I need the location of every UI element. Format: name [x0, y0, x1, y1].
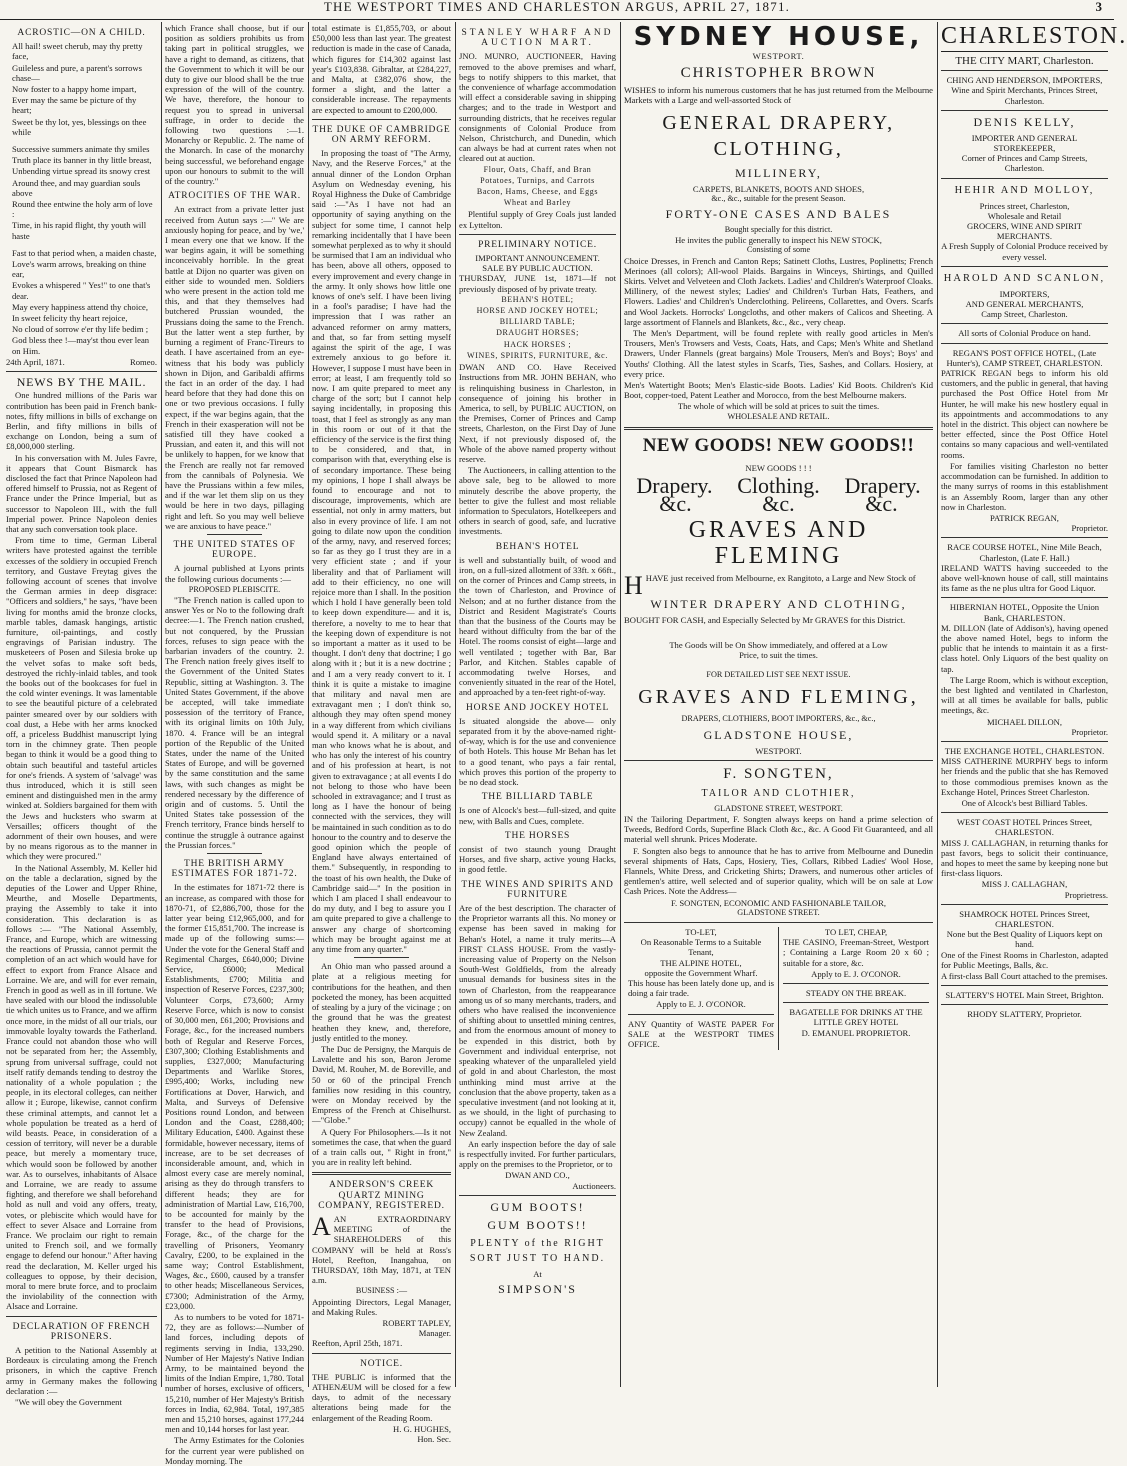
column-2 [165, 23, 304, 1466]
list-item: Truth place its banner in thy little breast, [12, 155, 152, 166]
ad-heading: GRAVES AND FLEMING, [638, 686, 919, 709]
ad-body: Is situated alongside the above— only separated from it by the above-named right-of-way, which is for the use and convenience of both Hotels. This house Mr Behan has let to a good tenant, who pays a fair rental, which proves this portion of the property to be no dead stock. [459, 715, 616, 788]
goods-list [459, 165, 616, 209]
ad-line: CARPETS, BLANKETS, BOOTS AND SHOES, [692, 183, 865, 194]
poem-date: 24th April, 1871. Romeo. [6, 356, 157, 367]
article-heading: THE DUKE OF CAMBRIDGE ON ARMY REFORM. [312, 124, 451, 146]
ad-line: Price, to suit the times. [739, 649, 818, 660]
ad-line: A Fresh Supply of Colonial Produce received by every vessel. [941, 241, 1108, 262]
ad-line: The whole of which will be sold at prices to suit the times. [677, 401, 880, 412]
ad-heading: THE CITY MART, Charleston. [955, 55, 1094, 67]
list-item: In sweet felicity thy heart rejoice, [12, 313, 128, 324]
charleston-heading: CHARLESTON. [941, 23, 1108, 52]
ad-line: WESTPORT. [755, 745, 802, 756]
article-paragraph: From time to time, German Liberal writers have protested against the terrible excesses of the soldiery in occupied French territory, and Gustave Freytag gives the following account of scenes that involve the German armies in deep disgrace: "Officers and soldiers," he says, "have been living for months amid the bronze clocks, marble tables, damask hangings, artistic furniture, oil-paintings, and costly engravings of Parisian industry. The musketeers of Posen and Silesia broke up the velvet sofas to make soft beds, destroyed the richly-inlaid tables, and took the books out of the bookcases for fuel in the cold winter evenings. It was lamentable to see the beautiful picture of a celebrated painter smeared over by our soldiers with coal dust, a Hebe with her arms knocked off, a priceless Buddhist manuscript lying torn in the chimney grate. Then people began to think it would be a good thing to obtain such beautiful and tasteful articles for one's friends. A system of 'salvage' was thus introduced, which it is still seen eminent and distinguished men in the army winked at. Soldiers bargained for them with the Jews and hucksters who swarm at Versailles; officers thought of the adornment of their own houses, and were by no means rigorous as to the manner in which they were procured." [6, 535, 157, 862]
ad-line: IMPORTERS, [999, 288, 1050, 299]
ad-line: BUSINESS :— [355, 1286, 408, 1296]
ad-body: F. Songten also begs to announce that he has to arrive from Melbourne and Dunedin several shipments of Hats, Caps, Hosiery, Ties, Collars, Ribbed Ladies' Wool Hose, Flannels, White Dress, and Cricketing Shirts; Drawers, and numerous other articles of gentlemen's attire, well selected and of superior quality, which will be on sale at Low Cash Prices. Note the Address— [624, 845, 933, 897]
list-item: Flour, Oats, Chaff, and Bran [483, 164, 592, 174]
list-item: Round thee entwine the holy arm of love : [12, 199, 153, 220]
list-item: Wheat and Barley [503, 198, 572, 208]
ad-body: AAN EXTRAORDINARY MEETING of the SHAREHOLDERS of this COMPANY will be held at Ross's Hotel, Reefton, Inangahua, on THURSDAY, 18th May, 1871, at TEN a.m. [312, 1211, 451, 1286]
drop-cap: A [312, 1211, 331, 1241]
lots-list [459, 295, 616, 361]
list-item: Drapery. [636, 473, 713, 499]
ad-line: opposite the Government Wharf. [644, 967, 758, 978]
article-paragraph: One hundred millions of the Paris war contribution has been paid in French bank-notes, fifty millions in bills of exchange on Berlin, and fifty millions in bills of exchange on London, being a sum of £8,000,000 sterling. [6, 390, 157, 452]
ad-signature: ROBERT TAPLEY, [382, 1317, 451, 1328]
ad-heading: STANLEY WHARF AND AUCTION MART. [461, 28, 614, 49]
ad-body: is well and substantially built, of wood and iron, on a full-sized allotment of 33ft. x 66ft., on the corner of Princes and Camp streets, in the town of Charleston, and Province of Nelson; and at no further distance from the District and Resident Magistrate's Courts than that the business of the Courts may be heard without difficulty from the bar of the Hotel. The rooms consist of eight—large and well ventilated ; together with Bar, Bar Parlor, and Kitchen. Stables capable of accommodating twelve Horses, and conveniently situated in the rear of the Hotel, and approached by a ten-feet right-of-way. [459, 554, 616, 698]
ad-body: M. DILLON (late of Addison's), having opened the above named Hotel, begs to inform the public that he intends to maintain it as a first-class hotel. Only Liquors of the best quality on tap. [941, 622, 1108, 674]
list-item: BEHAN'S HOTEL; [501, 294, 574, 304]
ad-heading: SALE BY PUBLIC AUCTION. [482, 263, 593, 274]
ad-body: One of the Finest Rooms in Charleston, adapted for Public Meetings, Balls, &c. [941, 949, 1108, 970]
list-item: HORSE AND JOCKEY HOTEL; [476, 306, 599, 316]
ad-body: CHING AND HENDERSON, IMPORTERS, Wine and Spirit Merchants, Princes Street, Charleston. [946, 75, 1103, 106]
ad-heading: THE EXCHANGE HOTEL, CHARLESTON. [944, 745, 1105, 756]
ad-body: JNO. MUNRO, AUCTIONEER, Having removed to the above premises and wharf, begs to notify shippers to this market, that the convenience of wharfage accommodation will effect a considerable saving in shipping charges; and to the trade in Westport and surrounding districts, that he receives regular consignments of Colonial Produce from Nelson, Christchurch, and Dunedin, which can always be had at current rates when not cleared out at auction. [459, 51, 616, 164]
masthead-title: THE WESTPORT TIMES AND CHARLESTON ARGUS, APRIL 27, 1871. [323, 0, 791, 14]
ad-role: Proprietor. [1071, 523, 1108, 534]
ad-line: GROCERS, WINE AND SPIRIT MERCHANTS. [967, 221, 1082, 242]
article-paragraph: The Army Estimates for the Colonies for the current year were published on Monday morning. The [165, 1435, 304, 1466]
ad-line: FOR DETAILED LIST SEE NEXT ISSUE. [706, 670, 851, 680]
ad-body: At [533, 1268, 542, 1279]
ad-role: Hon. Sec. [417, 1434, 451, 1445]
article-paragraph: An Ohio man who passed around a plate at a religious meeting for contributions for the heathen, and then pocketed the money, has been acquitted of stealing by a jury of the vicinage ; on the ground that he was the greatest heathen they knew, and, therefore, justly entitled to the money. [312, 961, 451, 1043]
ad-line: WESTPORT. [752, 51, 805, 61]
ad-heading: HEHIR AND MOLLOY, [954, 184, 1095, 196]
ad-heading: REGAN'S POST OFFICE HOTEL, (Late Hunter's), CAMP STREET, CHARLESTON. [946, 347, 1103, 368]
ad-signature: MISS J. CALLAGHAN, [981, 879, 1068, 890]
ad-body: IN the Tailoring Department, F. Songten always keeps on hand a prime selection of Tweeds, Bedford Cords, Superfine Black Cloth &c., &c. A Good Fit Guaranteed, and all material well shrunk. Prices Moderate. [624, 813, 933, 845]
article-paragraph: total estimate is £1,855,703, or about £50,000 less than last year. The greatest reduction is made in the case of Canada, which figures for £14,302 against last year's £103,838. Gibraltar, at £284,227, and Malta, at £382,076 show, the former a slight, and the latter a considerable increase. The repayments are expected to amount to £200,000. [312, 23, 451, 115]
list-item [6, 242, 157, 247]
ad-signature: PATRICK REGAN, [990, 512, 1059, 523]
ad-line: Camp Street, Charleston. [981, 309, 1068, 320]
article-paragraph: "We will obey the Government [15, 1397, 122, 1407]
list-item: Potatoes, Turnips, and Carrots [480, 175, 595, 185]
ad-heading: NEW GOODS! NEW GOODS!! [642, 434, 915, 456]
ad-line: GLADSTONE STREET, WESTPORT. [714, 803, 843, 813]
article-paragraph: As to numbers to be voted for 1871-72, they are as follows:—Number of land forces, including depots of regiments serving in India, 133,290. Number of Her Majesty's Native Indian Army, to be maintained beyond the limits of the Indian Empire, 1,780. Total number of horses, exclusive of officers, 15,210, number of Her Majesty's British forces in India, 62,984. Total, 197,385 men and 15,210 horses, against 177,244 men and 10,144 horses for last year. [165, 1311, 304, 1435]
ad-body: THE PUBLIC is informed that the ATHENÆUM will be closed for a few days, to admit of the necessary alterations being made for the enlargement of the Reading Room. [312, 1371, 451, 1423]
ad-line: F. SONGTEN, ECONOMIC AND FASHIONABLE TAILOR, [670, 897, 887, 908]
ad-body: This house has been lately done up, and is doing a fair trade. [628, 977, 774, 999]
drop-cap: H [624, 571, 643, 601]
list-item: &c. [865, 491, 898, 517]
ad-line: Princes street, Charleston, [979, 200, 1070, 211]
ad-line: Bought specially for this district. [724, 225, 833, 235]
ad-heading: ANDERSON'S CREEK QUARTZ MINING COMPANY, REGISTERED. [318, 1180, 445, 1211]
ad-heading: DENIS KELLY, [973, 114, 1076, 129]
ad-body: THURSDAY, JUNE 1st, 1871—If not previously disposed of by private treaty. [459, 273, 616, 294]
article-heading: THE UNITED STATES OF EUROPE. [173, 539, 296, 561]
ad-heading: TO LET, CHEAP, [824, 926, 888, 937]
ad-line: He invites the public generally to inspect his NEW STOCK, [675, 235, 882, 246]
article-heading: ATROCITIES OF THE WAR. [168, 191, 301, 202]
small-ads [624, 927, 933, 1050]
list-item: Guileless and pure, a parent's sorrows chase— [12, 62, 142, 83]
ad-body: consist of two staunch young Draught Horses, and five sharp, active young Hacks, in good fettle. [459, 844, 616, 875]
ad-body: PLENTY of the RIGHT SORT JUST TO HAND. [469, 1237, 606, 1264]
ad-subheading: HORSE AND JOCKEY HOTEL [465, 702, 610, 713]
ad-body: For families visiting Charleston no better accommodation can be furnished. In addition to the many surrys of rooms in this establishment is an Assembly Room, larger than any other now in Charleston. [941, 460, 1108, 512]
ad-heading: TAILOR AND CLOTHIER, [701, 787, 856, 799]
article-heading: DECLARATION OF FRENCH PRISONERS. [12, 1321, 151, 1342]
list-item: WINES, SPIRITS, FURNITURE, &c. [467, 350, 608, 360]
masthead [0, 0, 1114, 20]
poem [6, 41, 157, 356]
ad-role: Proprietress. [1064, 889, 1108, 900]
ad-heading: SHAMROCK HOTEL Princes Street, CHARLESTON. [959, 908, 1090, 930]
ad-heading: RACE COURSE HOTEL, Nine Mile Beach, Charleston, (Late F. Hall.) [947, 542, 1102, 563]
ad-body: Men's Watertight Boots; Men's Elastic-side Boots. Ladies' Kid Boots. Children's Kid Boot, copper-toed, Patent Leather and Morocco, from the best Melbourne makers. [624, 380, 933, 401]
ad-body: An early inspection before the day of sale is respectfully invited. For further particulars, apply on the premises to the Proprietor, or to [459, 1138, 616, 1170]
ad-line: The Goods will be On Show immediately, and offered at a Low [669, 639, 888, 650]
ad-body: The Large Room, which is without exception, the best lighted and ventilated in Charleston, will at all times be available for balls, public meetings, &c. [941, 674, 1108, 716]
article-paragraph: In the estimates for 1871-72 there is an increase, as compared with those for 1870-71, of £2,886,700, those for the latter year being £12,965,000, and for the former £15,851,700. The increase is made up of the following sums:—Under the vote for the General Staff and Regimental Charges, £640,000; Divine Service, £6000; Medical Establishments, £700; Militia and inspection of Reserve Forces, £237,300; Volunteer Corps, £73,600; Army Reserve Force, which is now to consist of 30,000 men, £61,200; Provisions and Forage, &c., for the increased numbers both of Regular and Reserve Forces, £307,300; Clothing Establishments and supplies, £327,000; Manufacturing Departments and Warlike Stores, £995,400; Works, including new Fortifications at Dover, Harwich, and Malta, and Surveys of Defensive Positions round London, and between London and the Coast, £288,400; Military Education, £400. Against these formidable, however necessary, items of increase, are to be set decreases of inconsiderable amount, and, which in almost every case are merely nominal, arising as they do through transfers to different heads; they are for administration of Martial Law, £16,700, to be accounted for mainly by the transfer to the head of Provisions, Forage, &c., of the charge for the travelling of Prisoners, Yeomanry Cavalry, £200, to be explained in the same way; Control Establishment, Wages, &c., £600, caused by a transfer to other heads; Miscellaneous Services, £7300; Administration of the Army, £23,000. [165, 882, 304, 1311]
ad-line: NEW GOODS ! ! ! [745, 462, 812, 473]
ad-body: The Auctioneers, in calling attention to the above sale, beg to be allowed to more minutely describe the above property, the better to give the fullest and most reliable information to Speculators, Hotelkeepers and others in search of good, safe, and lucrative investments. [459, 465, 616, 537]
ad-heading: GUM BOOTS!! [487, 1217, 588, 1232]
page-number: 3 [1095, 0, 1102, 14]
ad-heading: WEST COAST HOTEL Princes Street, CHARLESTON. [956, 817, 1093, 838]
column-1 [6, 23, 157, 1407]
article-paragraph: A petition to the National Assembly at Bordeaux is circulating among the French prisoners, in which the captive French army in Germany makes the following declaration :— [6, 1344, 157, 1396]
ad-heading: HAROLD AND SCANLON, [943, 272, 1106, 284]
ad-body: MISS CATHERINE MURPHY begs to inform her friends and the public that she has Removed to those commodious premises known as the Exchange Hotel, Princes Street Charleston. [941, 756, 1108, 797]
ad-subheading: THE HORSES [504, 830, 571, 841]
list-item: Clothing. [737, 473, 820, 499]
ad-body: Is one of Alcock's best—full-sized, and quite new, with Balls and Cues, complete. [459, 805, 616, 826]
ad-line: WHOLESALE AND RETAIL. [727, 411, 830, 421]
ad-body: Are of the best description. The character of the Proprietor warrants all this. No money or expense has been saved in making for Behan's Hotel, a name it truly merits—A FIRST CLASS HOUSE. From the vastly-increasing value of Property on the Nelson South-West Goldfields, from the already unusual demands for business sites in the town of Charleston, from the reappearance among us of so many merchants, traders, and others who have realised the inconvenience of shifting about to unsettled mining centres, and from the enormous amount of money to be expended in this district, both by Government and individual enterprise, not speaking whatever of the unparalleled yield of gold in and about Charleston, the most unthinking mind must arrive at the conclusion that the above property, taken as a speculative investment (and not looking at it, as we should, in the light of purchasing to occupy) cannot be equalled in the whole of New Zealand. [459, 903, 616, 1138]
ad-heading: FORTY-ONE CASES AND BALES [665, 207, 892, 222]
ad-signature: DWAN AND CO., [505, 1170, 570, 1181]
article-paragraph: An extract from a private letter just received from Autun says :—" We are anxiously hoping for peace, and by 'we,' I mean every one that we know. If the war begins again, it will be something inconceivably horrible. In the great battle at Dijon no quarter was given on either side to wounded men. Soldiers who were present in the action told me this, and that they themselves had butchered Prussian wounded, the Prussians doing the same to the French. But the latter went a step further, by burning a regiment of Franc-Tireurs to death. I have ascertained from an eye-witness that his body was publicly shown in Dijon, and Garibaldi affirms the fact in an order of the day. I had heard before that they had done this on one or two previous occasions. I fully expect, if the war begins again, that the French in their exasperation will not be satisfied till they have cooked a Prussian, and eaten it, and this will not be unlikely to happen, for we know that the French are really not far removed from the cannibals of Polynesia. We have the Prussians within a few miles, and if the war let them slip on us they would be here in two days, pillaging right and left. So you may well believe we are anxious to have peace." [165, 204, 304, 531]
ad-line: One of Alcock's best Billiard Tables. [961, 797, 1088, 808]
ad-heading: NOTICE. [360, 1358, 403, 1369]
ad-heading: SLATTERY'S HOTEL Main Street, Brighton. [945, 990, 1104, 1001]
column-6 [941, 23, 1127, 1387]
ad-body: MISS J. CALLAGHAN, in returning thanks for past favors, begs to solicit their continuance, and hopes to meet the same by keeping none but first-class liquors. [941, 837, 1108, 879]
ad-heading: TO-LET, [685, 926, 717, 937]
list-item: &c. [659, 491, 692, 517]
list-item: No cloud of sorrow e'er thy life bedim ; [12, 324, 149, 335]
ad-heading: GENERAL DRAPERY, CLOTHING, [662, 111, 895, 160]
ad-heading: HIBERNIAN HOTEL, Opposite the Union Bank, CHARLESTON. [949, 602, 1100, 623]
ad-line: D. EMANUEL PROPRIETOR. [801, 1027, 911, 1038]
ad-heading: WINTER DRAPERY AND CLOTHING, [650, 597, 907, 612]
ad-body: THE CASINO, Freeman-Street, Westport ; Containing a Large Room 20 x 60 ; suitable for a store, &c. [783, 937, 929, 968]
ad-line: None but the Best Quality of Liquors kept on hand. [946, 929, 1103, 950]
article-paragraph: which France shall choose, but if our position as soldiers prohibits us from taking part in political struggles, we have a right to demand, as citizens, that the Government to which it will be our duty to give our blood shall be the true expression of the will of the country. We have, therefore, the honour to request you to spread in universal suffrage, in order to decide the following two questions :—1. Monarchy or Republic. 2. The name of the Monarch. In case of the monarchy being successful, we beforehand engage upon our honours to submit to the will of the country." [165, 23, 304, 187]
ad-heading: PRELIMINARY NOTICE. [478, 239, 597, 250]
ad-line: Apply to E. J. O'CONOR. [811, 968, 901, 979]
article-heading: THE BRITISH ARMY ESTIMATES FOR 1871-72. [171, 859, 298, 880]
subheading: PROPOSED PLEBISCITE. [188, 584, 281, 594]
ad-body: A first-class Ball Court attached to the premises. [941, 971, 1108, 982]
list-item: Successive summers animate thy smiles [12, 144, 150, 155]
ad-line: Apply to E. J. O'CONOR. [656, 999, 746, 1010]
ad-line: Consisting of some [746, 245, 811, 255]
list-item: Now foster to a happy home impart, [12, 84, 137, 95]
column-4 [459, 23, 616, 1387]
column-3 [312, 23, 451, 1445]
ad-line: IMPORTER AND GENERAL STOREKEEPER, [971, 132, 1078, 154]
list-item: Sweet be thy lot, yes, blessings on thee while [12, 116, 147, 137]
article-paragraph: A journal published at Lyons prints the following curious documents :— [165, 563, 304, 584]
ad-line: Corner of Princes and Camp Streets, Charleston. [961, 153, 1088, 174]
poem-title: ACROSTIC—ON A CHILD. [17, 28, 146, 38]
etc-row [624, 491, 933, 517]
ad-subheading: THE BILLIARD TABLE [481, 792, 594, 803]
ad-heading: STEADY ON THE BREAK. [805, 987, 907, 998]
ad-body: Plentiful supply of Grey Coals just landed ex Lyttelton. [459, 209, 616, 230]
ad-heading: F. SONGTEN, [723, 765, 834, 782]
list-item: Time, in his rapid flight, thy youth will haste [12, 220, 147, 241]
column-divider [161, 22, 162, 1387]
ad-line: GLADSTONE STREET. [737, 907, 820, 917]
ad-body: WISHES to inform his numerous customers that he has just returned from the Melbourne Markets with a Large and well-assorted Stock of [624, 85, 933, 106]
ad-heading: SIMPSON'S [498, 1281, 577, 1296]
ad-body: DWAN AND CO. Have Received Instructions from MR. JOHN BEHAN, who is relinquishing business in Charleston, in consequence of joining his brother in America, to sell, by PUBLIC AUCTION, on the Premises, Corner of Princes and Camp streets, Charleston, on the First Day of June Next, if not previously disposed of, the Whole of the above named property without reserve. [459, 362, 616, 464]
list-item: Fast to that period when, a maiden chaste, [12, 247, 157, 258]
list-item: All hail! sweet cherub, may thy pretty face, [12, 41, 143, 62]
column-divider [308, 22, 309, 1387]
article-paragraph: The Duc de Persigny, the Marquis de Lavalette and his son, Baron Jerome David, M. Rouher, M. de Boreville, and 50 or 60 of the principal French families now residing in this country, were on Monday received by the Empress of the French at Chiselhurst.—"Globe." [312, 1043, 451, 1126]
list-item: May every happiness attend thy choice, [12, 301, 149, 312]
list-item [6, 138, 157, 143]
list-item: Bacon, Hams, Cheese, and Eggs [476, 187, 599, 197]
news-heading: NEWS BY THE MAIL. [16, 375, 147, 390]
sydney-house-logo: SYDNEY HOUSE, [633, 22, 924, 52]
column-5 [624, 23, 933, 1387]
ad-subheading: BEHAN'S HOTEL [495, 541, 580, 552]
ad-heading: BAGATELLE FOR DRINKS AT THE LITTLE GREY HOTEL [789, 1007, 923, 1028]
article-paragraph: A Query For Philosophers.—Is it not sometimes the case, that when the guard of a train calls out, " Right in front," you are in reality left behind. [312, 1126, 451, 1168]
article-paragraph: In his conversation with M. Jules Favre, it appears that Count Bismarck has disclosed the fact that Prince Napoleon had offered himself to Prussia, not as Regent of France under the Prince Imperial, but as successor to Napoleon III., with the full Imperial power. Prince Napoleon denies that any such conversation took place. [6, 452, 157, 534]
ad-role: Auctioneers. [572, 1180, 616, 1191]
list-item: Evokes a whispered " Yes!" to one that's dear. [12, 280, 151, 301]
ad-body: The Men's Department, will be found replete with really good articles in Men's Trousers, Men's Trowsers and Vests, Coats, Hats, and Caps; Men's White and Shetland Drawers, Under Flannels (great bargains) Mole Trousers, Men's and Boys'; Boys' and Youths' Clothing. All the latest styles in Scarfs, Ties, Sashes, and Collars. Hosiery, at every price. [624, 328, 933, 379]
list-item: Love's warm arrows, breaking on thine ear, [12, 259, 147, 280]
ad-heading: IMPORTANT ANNOUNCEMENT. [475, 253, 600, 264]
ad-body: HHAVE just received from Melbourne, ex Rangitoto, a Large and New Stock of [624, 571, 916, 601]
list-item: BILLIARD TABLE; [499, 317, 576, 327]
ad-line: All sorts of Colonial Produce on hand. [958, 328, 1091, 339]
drapery-row [624, 473, 933, 499]
ad-heading: CHRISTOPHER BROWN [680, 65, 877, 82]
article-paragraph: In the National Assembly, M. Keller hid on the table a declaration, signed by the deputies of the Lower and Upper Rhine, Meurthe, and Moselle Departments, praying the Assembly to take it into consideration. This declaration is as follows :— "The National Assembly, France, and Europe, which are witnessing the reactions of Prussia, cannot permit the completion of an act which would have for effect to export from France Alsace and Lorraine. We are, and will for ever remain, French in good as well as in ill fortune. We have sealed with our blood the indissoluble tie which unites us to France, and we affirm once more, in the midst of all our trials, our immovable loyalty towards the Fatherland. France could not abandon those who will not be separated from her; the Assembly, sprung from universal suffrage, could not itself ratify demands tending to destroy the nationality of a whole population ; the people, in its electoral colleges, can neither allow it ; Europe, likewise, cannot confirm these criminal attempts, and cannot let a whole population be treated as a herd of wild beasts. Peace, in consideration of a cession of territory, will never be a durable peace, but merely a momentary truce, which would soon be followed by another war. As to ourselves, inhabitants of Alsace and Lorraine, we are ready to assume fighting, and therefore we shall beforehand hold as null and void any offers, treaty, votes, or plebiscite which would have for effect to sever Alsace and Lorraine from France. We proclaim our right to remain united to French soil, and we formally engage to defend our honour." After having read the declaration, M. Keller urged his colleagues to oppose, by their decision, moral to mere brute force, and to proclaim the inviolability of the connection with Alsace and Lorraine. [6, 862, 157, 1312]
ad-line: Appointing Directors, Legal Manager, and Making Rules. [312, 1296, 451, 1317]
ad-signature: H. G. HUGHES, [392, 1423, 451, 1434]
article-paragraph: In proposing the toast of "The Army, Navy, and the Reserve Forces," at the annual dinner of the London Orphan Asylum on Wednesday evening, his Royal Highness the Duke of Cambridge said :—"As I have not had an opportunity of saying anything on the subject for some time, I cannot help remarking incidentally that I have been somewhat perplexed as to why it should be surmised that I am an individual who has been, above all others, opposed to every improvement and every change in the army. It only shows how little one knows of one's self. I have been living in a fool's paradise; I have had the impression that I was rather an advanced reformer on army matters, and that, so far from setting myself against the spirit of the age, I was extremely anxious to go before it. However, I suppose I must have been in error; at least, I am frequently told so now. I am quite prepared to meet any charge of the sort; but I cannot help saying incidentally, in proposing this toast, that I feel as strongly as any man in this room or out of it that the efficiency of the service is the first thing to be considered, and that, in comparison with that, everything else is of secondary importance. These being my opinions, I hope I shall always be found to encourage and not to discourage, improvements, which are essential, not only in army matters, but also in every province of life. I am not going to dilate now upon the condition of the army, navy, and reserved forces; so far as they go I trust they are in a very efficient state ; and if your liberality and that of Parliament will add to their efficiency, no one will rejoice more than I shall. In the position which I hold I have generally been told to keep down expenditure— and it is, therefore, a novelty to me to hear that the keeping down of expenditure is not so important a matter as it used to be thought. I don't deny that doctrine; I go along with it ; but it is a new doctrine ; and I am a very ready convert to it. I think it is quite a mistake to imagine that military and naval men are extravagant men ; I don't think so, although they may often spend money in a way different from which civilians would spend it. A military or a naval man who knows what he is about, and who has only the interest of his country and of his profession at heart, is not given to extravagance ; at all events I do not belong to those who have been schooled in extravagance; and I trust as long as I have the honour of being connected with the services, they will be maintained in such condition as to do honour to the country and to deserve the good opinion which the people of England have always entertained of them." Subsequently, in responding to the toast of his own health, the Duke of Cambridge said—" In the position in which I am placed I shall endeavour to do my duty, and I beg to assure you I am quite prepared to give a challenge to answer any charge of shortcoming which may be brought against me at any time from any quarter." [312, 148, 451, 955]
column-divider [937, 22, 938, 1387]
ad-heading: GUM BOOTS! [490, 1199, 585, 1214]
ad-line: &c., &c., suitable for the present Season. [711, 193, 846, 203]
ad-heading: MILLINERY, [735, 165, 822, 180]
ad-body: IRELAND WATTS having succeeded to the above well-known house of call, still maintains its fame as the ne plus ultra for Good Liquor. [941, 562, 1108, 594]
column-divider [455, 22, 456, 1387]
list-item: &c. [762, 491, 795, 517]
ad-heading: GRAVES AND FLEMING [688, 517, 869, 570]
ad-role: Proprietor. [1071, 726, 1108, 737]
ad-role: Manager. [418, 1328, 451, 1339]
ad-line: DRAPERS, CLOTHIERS, BOOT IMPORTERS, &c., &c., [681, 714, 876, 724]
ad-heading: THE ALPINE HOTEL, [660, 957, 742, 968]
ad-body: ANY Quantity of WASTE PAPER For SALE at the WESTPORT TIMES OFFICE. [628, 1018, 774, 1049]
list-item: God bless thee !—may'st thou ever lean on Him. [12, 335, 150, 356]
ad-date: Reefton, April 25th, 1871. [312, 1338, 403, 1349]
ad-line: Wholesale and Retail [987, 210, 1062, 221]
list-item: DRAUGHT HORSES; [496, 328, 579, 338]
list-item: HACK HORSES ; [503, 339, 572, 349]
ad-signature: MICHAEL DILLON, [986, 716, 1063, 727]
list-item: Ever may the same be picture of thy heart; [12, 95, 137, 116]
column-divider [620, 22, 621, 1387]
ad-heading: GLADSTONE HOUSE, [703, 727, 854, 742]
ad-body: BOUGHT FOR CASH, and Especially Selected by Mr GRAVES for this District. [624, 615, 906, 626]
article-paragraph: "The French nation is called upon to answer Yes or No to the following draft decree:—1. The French nation crushed, but not conquered, by the Prussian forces, refuses to sign peace with the barbarian invaders of the country. 2. The French nation freely gives itself to the Government of the United States Republic, sitting at Washington. 3. The United States Government, if the above be accepted, will take immediate possession of the territory of France, with its original limits on 10th July, 1870. 4. France will be an integral portion of the Republic of the United States, under the name of the United States of Europe, and will be governed by the same constitution and the same laws, with such changes as might be rendered necessary by the difference of origin and of customs. 5. Until the United States take possession of the French territory, France binds herself to continue the struggle à outrance against the Prussian forces." [165, 594, 304, 850]
ad-line: AND GENERAL MERCHANTS, [965, 299, 1084, 310]
ad-line: RHODY SLATTERY, Proprietor. [967, 1009, 1082, 1020]
ad-line: On Reasonable Terms to a Suitable Tenant, [640, 937, 762, 958]
ad-body: Choice Dresses, in French and Canton Reps; Satinett Cloths, Lustres, Poplinetts; French Merinoes (all colors); All-wool Plaids. Bargains in Winceys, Shirtings, and Quilled Skirts. Velvet and Velveteen and Cloth Jackets. Ladies' and Children's Waterproof Cloaks. Millinery, of the newest styles; Ladies' and Children's Turban Hats, Feathers, and Flowers. Ladies' and Children's Underclothing. Pelireens, Collarettes, and Overs. Scarfs and Wool Jackets. Horrocks' Longcloths, and other makers of Calicos and Sheeting. A large assortment of Flannels and Blankets, &c., &c., very cheap. [624, 255, 933, 327]
list-item: Unbending virtue spread its snowy crest [12, 166, 151, 177]
list-item: Drapery. [844, 473, 921, 499]
ad-subheading: THE WINES AND SPIRITS AND FURNITURE [461, 879, 614, 900]
list-item: Around thee, and may guardian souls above [12, 177, 141, 198]
ad-body: PATRICK REGAN begs to inform his old customers, and the public in general, that having purchased the Post Office Hotel from Mr Hunter, he will make his new hostlery equal in its appointments and accommodations to any hotel in the district. This object can nowhere be better effected, since the Post Office Hotel contains so many capacious and well-ventilated rooms. [941, 368, 1108, 460]
